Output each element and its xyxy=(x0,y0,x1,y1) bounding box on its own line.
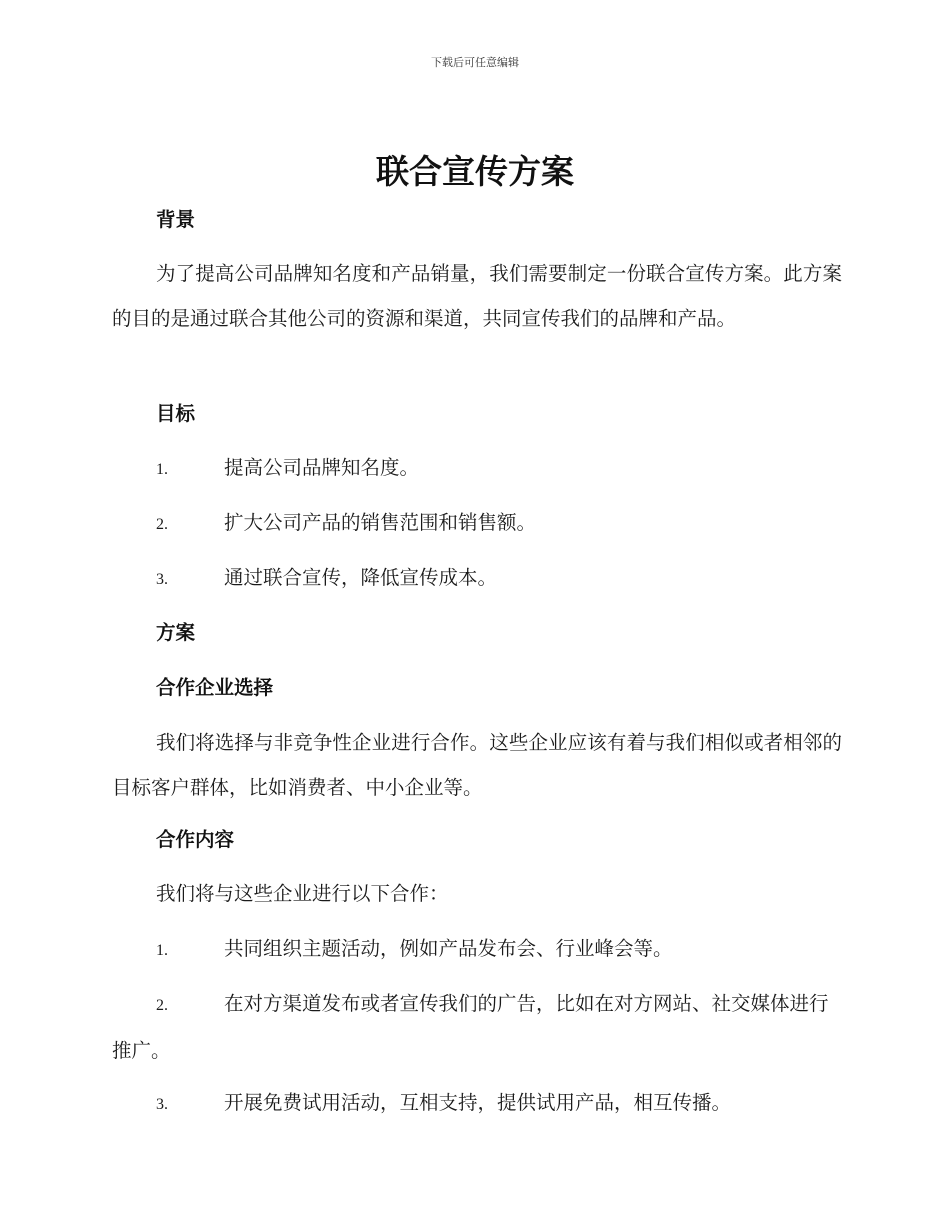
background-paragraph: 为了提高公司品牌知名度和产品销量，我们需要制定一份联合宣传方案。此方案的目的是通过联合其他公司的资源和渠道，共同宣传我们的品牌和产品。 xyxy=(112,262,842,330)
list-item-number: 1. xyxy=(156,461,168,478)
list-item xyxy=(112,981,842,1073)
list-item xyxy=(112,1080,842,1127)
list-item-number: 3. xyxy=(156,571,168,588)
list-item xyxy=(112,500,842,547)
document-title: 联合宣传方案 xyxy=(376,152,574,191)
background-heading: 背景 xyxy=(156,208,196,231)
list-item-number: 2. xyxy=(156,997,168,1014)
cooperation-intro: 我们将与这些企业进行以下合作： xyxy=(156,882,449,905)
partner-selection-heading: 合作企业选择 xyxy=(156,676,274,699)
goals-heading: 目标 xyxy=(156,402,196,425)
list-item-number: 3. xyxy=(156,1096,168,1113)
plan-heading: 方案 xyxy=(156,621,196,644)
cooperation-heading: 合作内容 xyxy=(156,828,235,851)
list-item-number: 1. xyxy=(156,942,168,959)
list-item-text: 提高公司品牌知名度。 xyxy=(224,456,420,479)
list-item-number: 2. xyxy=(156,516,168,533)
list-item-text: 在对方渠道发布或者宣传我们的广告，比如在对方网站、社交媒体进行推广。 xyxy=(112,992,829,1062)
list-item-text: 开展免费试用活动，互相支持，提供试用产品，相互传播。 xyxy=(224,1091,732,1114)
header-note: 下载后可任意编辑 xyxy=(431,56,519,69)
list-item-text: 通过联合宣传，降低宣传成本。 xyxy=(224,566,498,589)
list-item xyxy=(112,555,842,602)
list-item xyxy=(112,926,842,973)
list-item-text: 扩大公司产品的销售范围和销售额。 xyxy=(224,511,537,534)
list-item xyxy=(112,445,842,492)
partner-selection-paragraph: 我们将选择与非竞争性企业进行合作。这些企业应该有着与我们相似或者相邻的目标客户群体，比如消费者、中小企业等。 xyxy=(112,731,842,799)
list-item-text: 共同组织主题活动，例如产品发布会、行业峰会等。 xyxy=(224,937,673,960)
